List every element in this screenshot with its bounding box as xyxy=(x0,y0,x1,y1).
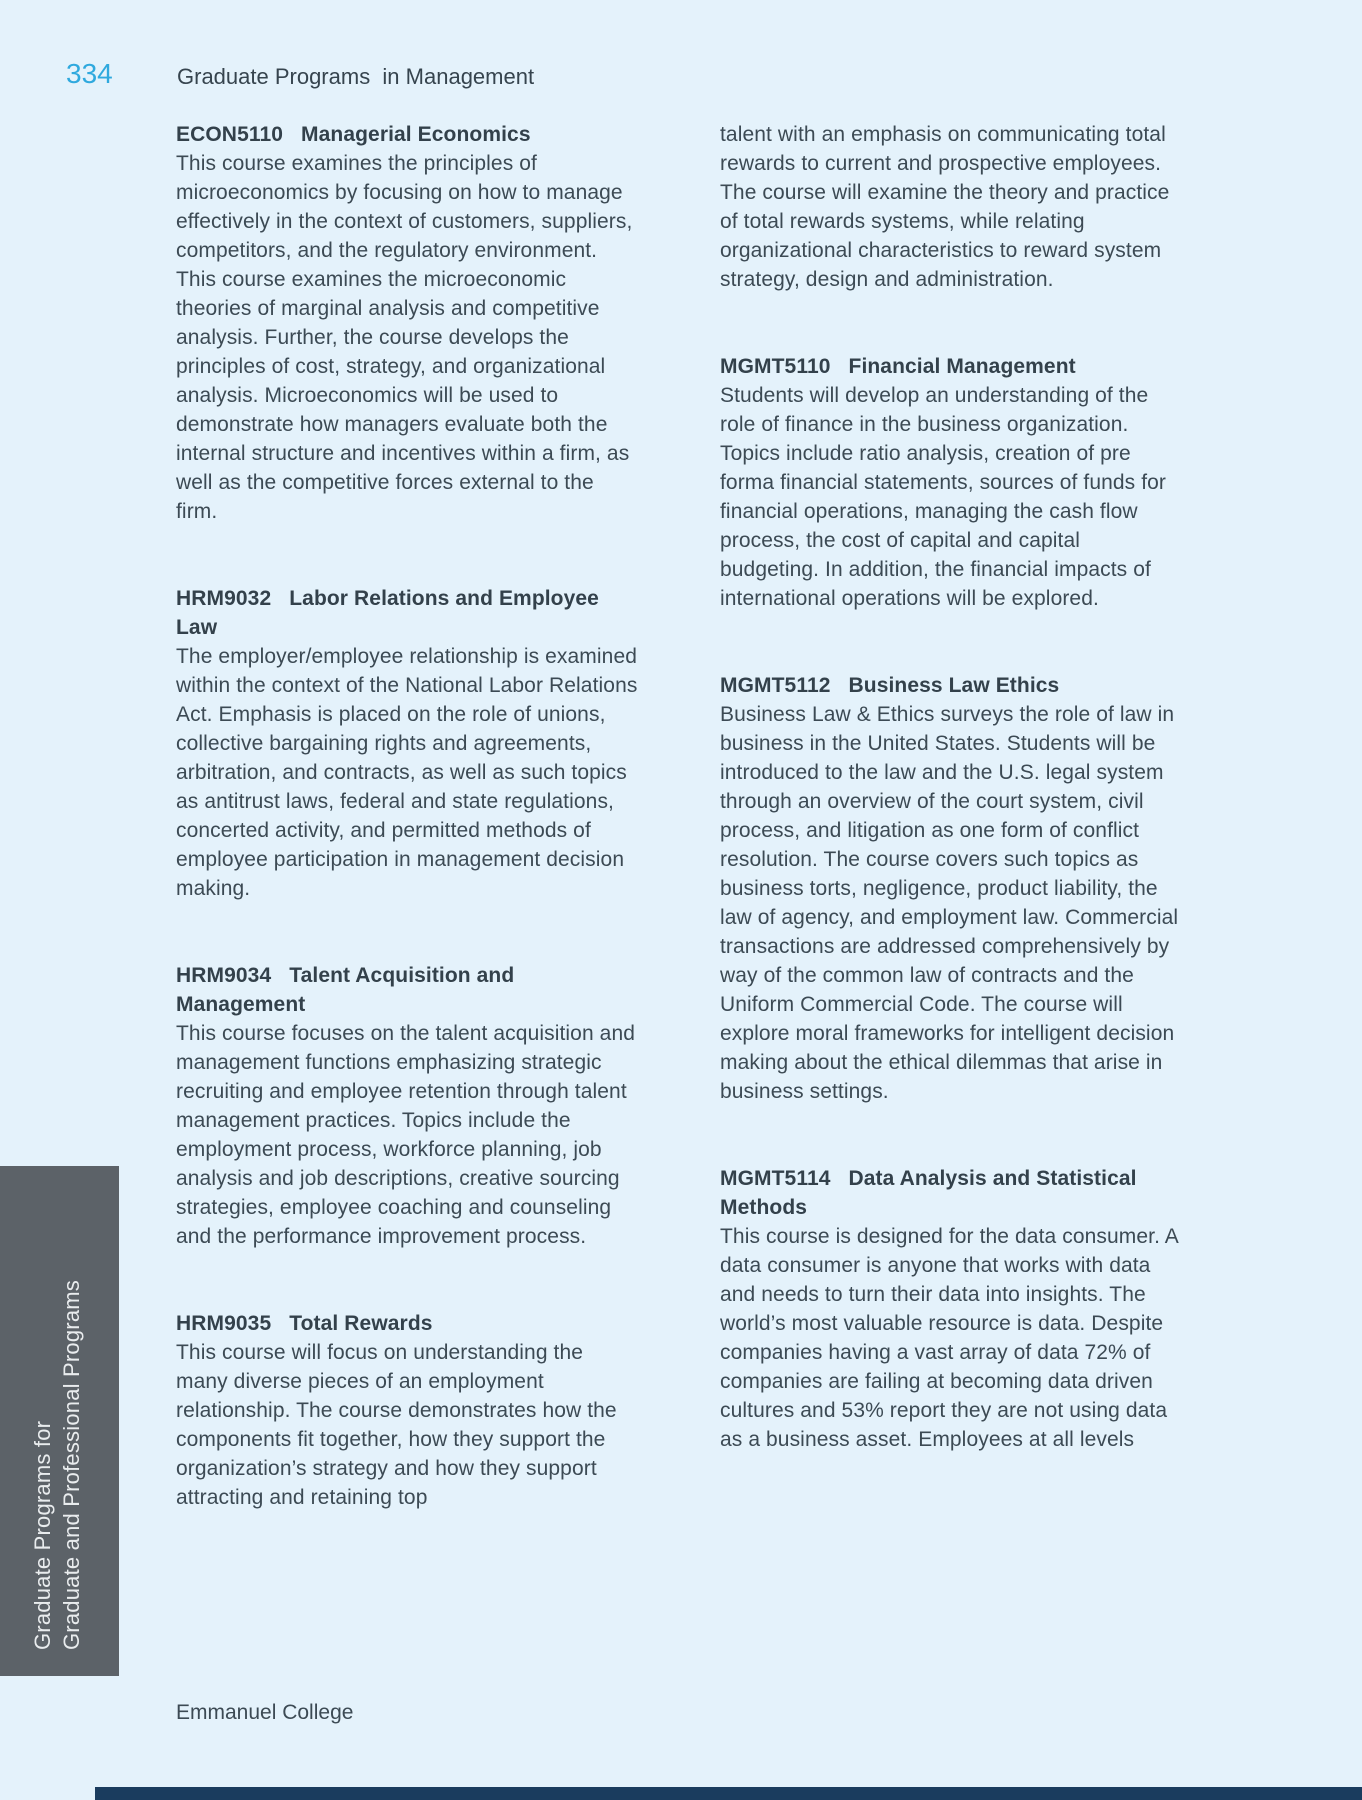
course-heading xyxy=(176,1309,638,1338)
course-code: HRM9032 xyxy=(176,587,272,610)
page-header-title: Graduate Programs in Management xyxy=(177,64,535,89)
course-title: Labor Relations and Employee Law xyxy=(176,587,599,639)
right-column xyxy=(720,120,1182,1512)
course-hrm9035 xyxy=(176,1309,638,1512)
course-description: Business Law & Ethics surveys the role of law in business in the United States. Students will be introduced to the law and the U.S. legal system through an overview of the court system, civil process, and litigation as one form of conflict resolution. The course covers such topics as business torts, negligence, product liability, the law of agency, and employment law. Commercial transactions are addressed comprehensively by way of the common law of contracts and the Uniform Commercial Code. The course will explore moral frameworks for intelligent decision making about the ethical dilemmas that arise in business settings. xyxy=(720,703,1179,1103)
left-column xyxy=(176,120,638,1570)
course-description-continuation xyxy=(720,120,1182,294)
course-description: This course examines the principles of microeconomics by focusing on how to manage effectively in the context of customers, suppliers, competitors, and the regulatory environment. This course examines the microeconomic theories of marginal analysis and competitive analysis. Further, the course develops the principles of cost, strategy, and organizational analysis. Microeconomics will be used to demonstrate how managers evaluate both the internal structure and incentives within a firm, as well as the competitive forces external to the firm. xyxy=(176,152,633,523)
course-code: HRM9034 xyxy=(176,964,272,987)
course-description: This course is designed for the data consumer. A data consumer is anyone that works with data and needs to turn their data into insights. The world’s most valuable resource is data. Despite companies having a vast array of data 72% of companies are failing at becoming data driven cultures and 53% report they are not using data as a business asset. Employees at all levels xyxy=(720,1225,1178,1451)
course-mgmt5114 xyxy=(720,1164,1182,1454)
course-description: talent with an emphasis on communicating total rewards to current and prospective employees. The course will examine the theory and practice of total rewards systems, while relating organizational characteristics to reward system strategy, design and administration. xyxy=(720,123,1170,291)
footer-college-name: Emmanuel College xyxy=(176,1701,354,1724)
course-heading xyxy=(176,584,638,642)
course-heading xyxy=(720,671,1182,700)
course-description: This course focuses on the talent acquisition and management functions emphasizing strategic recruiting and employee retention through talent management practices. Topics include the employment process, workforce planning, job analysis and job descriptions, creative sourcing strategies, employee coaching and counseling and the performance improvement process. xyxy=(176,1022,636,1248)
sidebar-section-tab xyxy=(0,1166,119,1676)
course-description: This course will focus on understanding the many diverse pieces of an employment relationship. The course demonstrates how the components fit together, how they support the organization’s strategy and how they support attracting and retaining top xyxy=(176,1341,617,1509)
course-title: Talent Acquisition and Management xyxy=(176,964,515,1016)
course-econ5110 xyxy=(176,120,638,526)
sidebar-label-line2: Graduate and Professional Programs xyxy=(59,1280,84,1650)
course-mgmt5112 xyxy=(720,671,1182,1106)
course-heading xyxy=(176,961,638,1019)
course-description: The employer/employee relationship is examined within the context of the National Labor Relations Act. Emphasis is placed on the role of unions, collective bargaining rights and agreements, arbitration, and contracts, as well as such topics as antitrust laws, federal and state regulations, concerted activity, and permitted methods of employee participation in management decision making. xyxy=(176,645,638,900)
course-code: MGMT5112 xyxy=(720,674,831,697)
course-hrm9032 xyxy=(176,584,638,903)
course-code: HRM9035 xyxy=(176,1312,272,1335)
course-description: Students will develop an understanding of the role of finance in the business organization. Topics include ratio analysis, creation of pre forma financial statements, sources of funds for financial operations, managing the cash flow process, the cost of capital and capital budgeting. In addition, the financial impacts of international operations will be explored. xyxy=(720,384,1167,610)
course-code: MGMT5110 xyxy=(720,355,831,378)
course-title: Total Rewards xyxy=(289,1312,433,1335)
course-title: Financial Management xyxy=(848,355,1076,378)
course-mgmt5110 xyxy=(720,352,1182,613)
course-hrm9034 xyxy=(176,961,638,1251)
course-code: ECON5110 xyxy=(176,123,284,146)
sidebar-label-line1: Graduate Programs for xyxy=(30,1420,55,1650)
page-number: 334 xyxy=(66,58,113,89)
course-title: Managerial Economics xyxy=(301,123,531,146)
sidebar-vertical-label xyxy=(28,1192,86,1650)
course-heading xyxy=(720,352,1182,381)
course-title: Business Law Ethics xyxy=(848,674,1060,697)
course-title: Data Analysis and Statistical Methods xyxy=(720,1167,1137,1219)
bottom-accent-bar xyxy=(95,1787,1362,1800)
course-heading xyxy=(720,1164,1182,1222)
course-code: MGMT5114 xyxy=(720,1167,831,1190)
course-heading xyxy=(176,120,638,149)
